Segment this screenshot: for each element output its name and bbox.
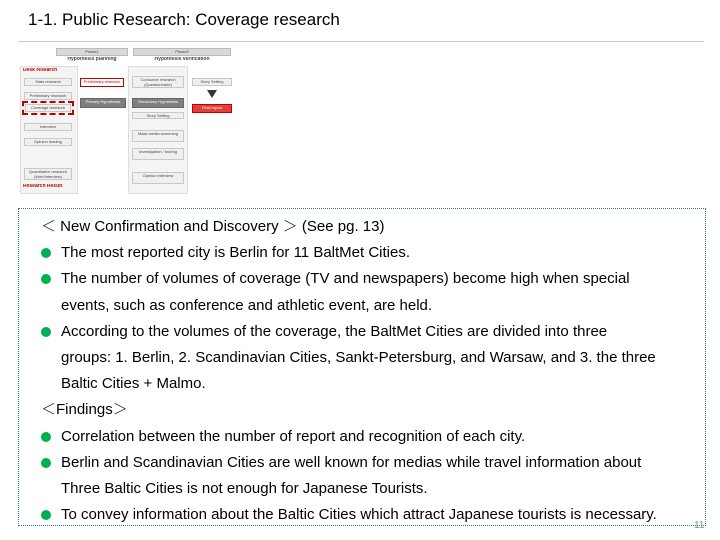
bullet-icon [41,510,51,520]
bullet-text: According to the volumes of the coverage, the BaltMet Cities are divided into three [61,322,608,340]
opinion-leading-box: Opinion leading [24,138,72,146]
findings-panel [18,208,706,526]
mass-media-box: Mass media screening [132,130,184,142]
bullet-icon [41,327,51,337]
interview-box: Interview [24,123,72,131]
secondary-hypothesis-box: Secondary Hypothesis [132,98,184,108]
desk-research-label: Desk research [23,68,58,73]
prelim-research-box: Preliminary research [24,92,72,100]
phase1-title: Hypothesis planning [67,57,117,62]
bullet-text: groups: 1. Berlin, 2. Scandinavian Cities, Sankt-Petersburg, and Warsaw, and 3. the three [61,349,656,366]
research-flow-diagram [18,48,238,198]
consumer-research-box: Consumer research (Questionnaire) [132,76,184,88]
bullet-text: Baltic Cities + Malmo. [61,375,206,393]
story-setting-top-box: Story Setting [192,78,232,86]
opinion-interview-box: Opinion interview [132,172,184,184]
bullet-text: To convey information about the Baltic Cities which attract Japanese tourists is necessary. [61,506,657,524]
bullet-text: Correlation between the number of report and recognition of each city. [61,427,526,445]
page-number: 11 [694,520,705,531]
phase2-title: Hypothesis verification [154,57,210,62]
bullet-icon [41,432,51,442]
bullet-icon [41,248,51,258]
bullet-text: Berlin and Scandinavian Cities are well known for medias while travel information about [61,453,642,471]
bullet-text: The most reported city is Berlin for 11 BaltMet Cities. [61,244,411,262]
primary-hypothesis-box: Primary Hypothesis [80,98,126,108]
result-label: Research Result [23,184,63,189]
bullet-text: The number of volumes of coverage (TV and newspapers) become high when special [61,270,630,288]
web-survey-box: Quantitative research (Web/Interview) [24,168,72,180]
bullet-icon [41,458,51,468]
bullet-text: events, such as conference and athletic event, are held. [61,296,433,314]
investigation-box: Investigation / touring [132,148,184,160]
slide-title: 1-1. Public Research: Coverage research [28,10,340,29]
final-report-box: Final report [192,104,232,113]
stats-research-box: Stats research [24,78,72,86]
coverage-research-box: Coverage research [25,104,71,112]
title-divider [18,41,704,42]
prelim-research-top: Preliminary research [80,78,124,87]
section-heading-discovery: ＜ New Confirmation and Discovery ＞ (See pg. 13) [41,218,385,235]
phase1-header: Phase1 [56,48,128,56]
bullet-icon [41,274,51,284]
down-arrow-icon [207,90,217,98]
section-heading-findings: ＜Findings＞ [41,401,128,419]
story-setting-box: Story Setting [132,112,184,119]
phase2-header: Phase2 [133,48,231,56]
bullet-text: Three Baltic Cities is not enough for Japanese Tourists. [61,480,428,497]
